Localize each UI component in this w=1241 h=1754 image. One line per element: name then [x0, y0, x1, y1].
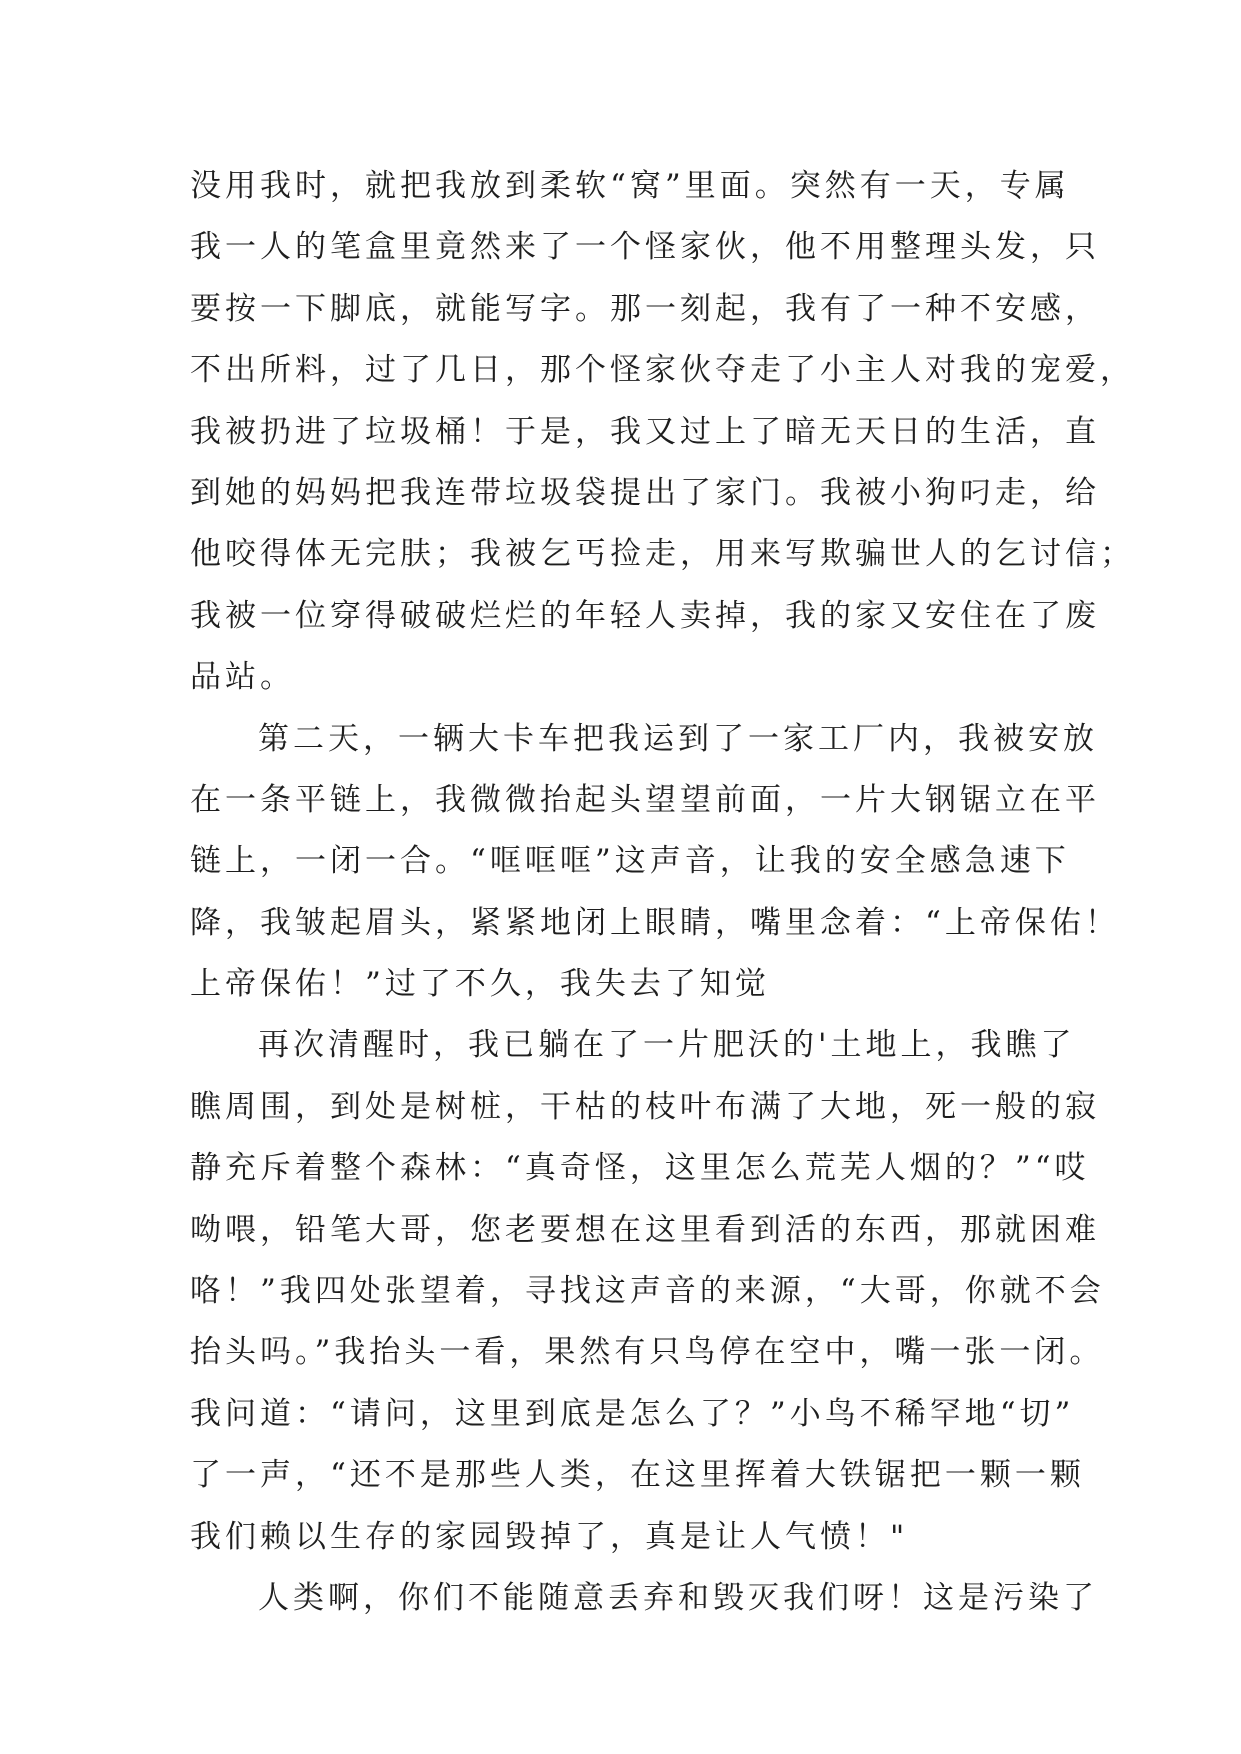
text-line: 链上，一闭一合。“哐哐哐”这声音，让我的安全感急速下 — [190, 843, 1070, 880]
body-text — [190, 156, 1135, 1629]
text-line: 到她的妈妈把我连带垃圾袋提出了家门。我被小狗叼走，给 — [190, 474, 1100, 511]
text-line: 在一条平链上，我微微抬起头望望前面，一片大钢锯立在平 — [190, 781, 1100, 818]
text-line: 咯！”我四处张望着，寻找这声音的来源，“大哥，你就不会 — [190, 1273, 1105, 1310]
paragraph-first-line: 人类啊，你们不能随意丢弃和毁灭我们呀！这是污染了 — [258, 1579, 1098, 1616]
text-line: 他咬得体无完肤；我被乞丐捡走，用来写欺骗世人的乞讨信； — [190, 536, 1135, 573]
text-line: 静充斥着整个森林：“真奇怪，这里怎么荒芜人烟的？”“哎 — [190, 1150, 1090, 1187]
text-line: 我被一位穿得破破烂烂的年轻人卖掉，我的家又安住在了废 — [190, 597, 1100, 634]
text-line: 抬头吗。”我抬头一看，果然有只鸟停在空中，嘴一张一闭。 — [190, 1334, 1105, 1371]
text-line: 我一人的笔盒里竟然来了一个怪家伙，他不用整理头发，只 — [190, 229, 1100, 266]
text-line: 我被扔进了垃圾桶！于是，我又过上了暗无天日的生活，直 — [190, 413, 1100, 450]
text-line: 降，我皱起眉头，紧紧地闭上眼睛，嘴里念着：“上帝保佑！ — [190, 904, 1120, 941]
text-line: 了一声，“还不是那些人类，在这里挥着大铁锯把一颗一颗 — [190, 1457, 1085, 1494]
text-line: 要按一下脚底，就能写字。那一刻起，我有了一种不安感， — [190, 290, 1100, 327]
text-line: 我问道：“请问，这里到底是怎么了？”小鸟不稀罕地“切” — [190, 1395, 1075, 1432]
text-line: 品站。 — [190, 659, 295, 696]
text-line: 不出所料，过了几日，那个怪家伙夺走了小主人对我的宠爱， — [190, 352, 1135, 389]
text-line: 瞧周围，到处是树桩，干枯的枝叶布满了大地，死一般的寂 — [190, 1088, 1100, 1125]
paragraph-first-line: 第二天，一辆大卡车把我运到了一家工厂内，我被安放 — [258, 720, 1098, 757]
text-line: 上帝保佑！”过了不久，我失去了知觉 — [190, 966, 770, 1003]
text-line: 没用我时，就把我放到柔软“窝”里面。突然有一天，专属 — [190, 168, 1070, 204]
text-line: 我们赖以生存的家园毁掉了，真是让人气愤！" — [190, 1518, 909, 1555]
text-line: 呦喂，铅笔大哥，您老要想在这里看到活的东西，那就困难 — [190, 1211, 1100, 1248]
paragraph-first-line: 再次清醒时，我已躺在了一片肥沃的'土地上，我瞧了 — [258, 1027, 1076, 1064]
